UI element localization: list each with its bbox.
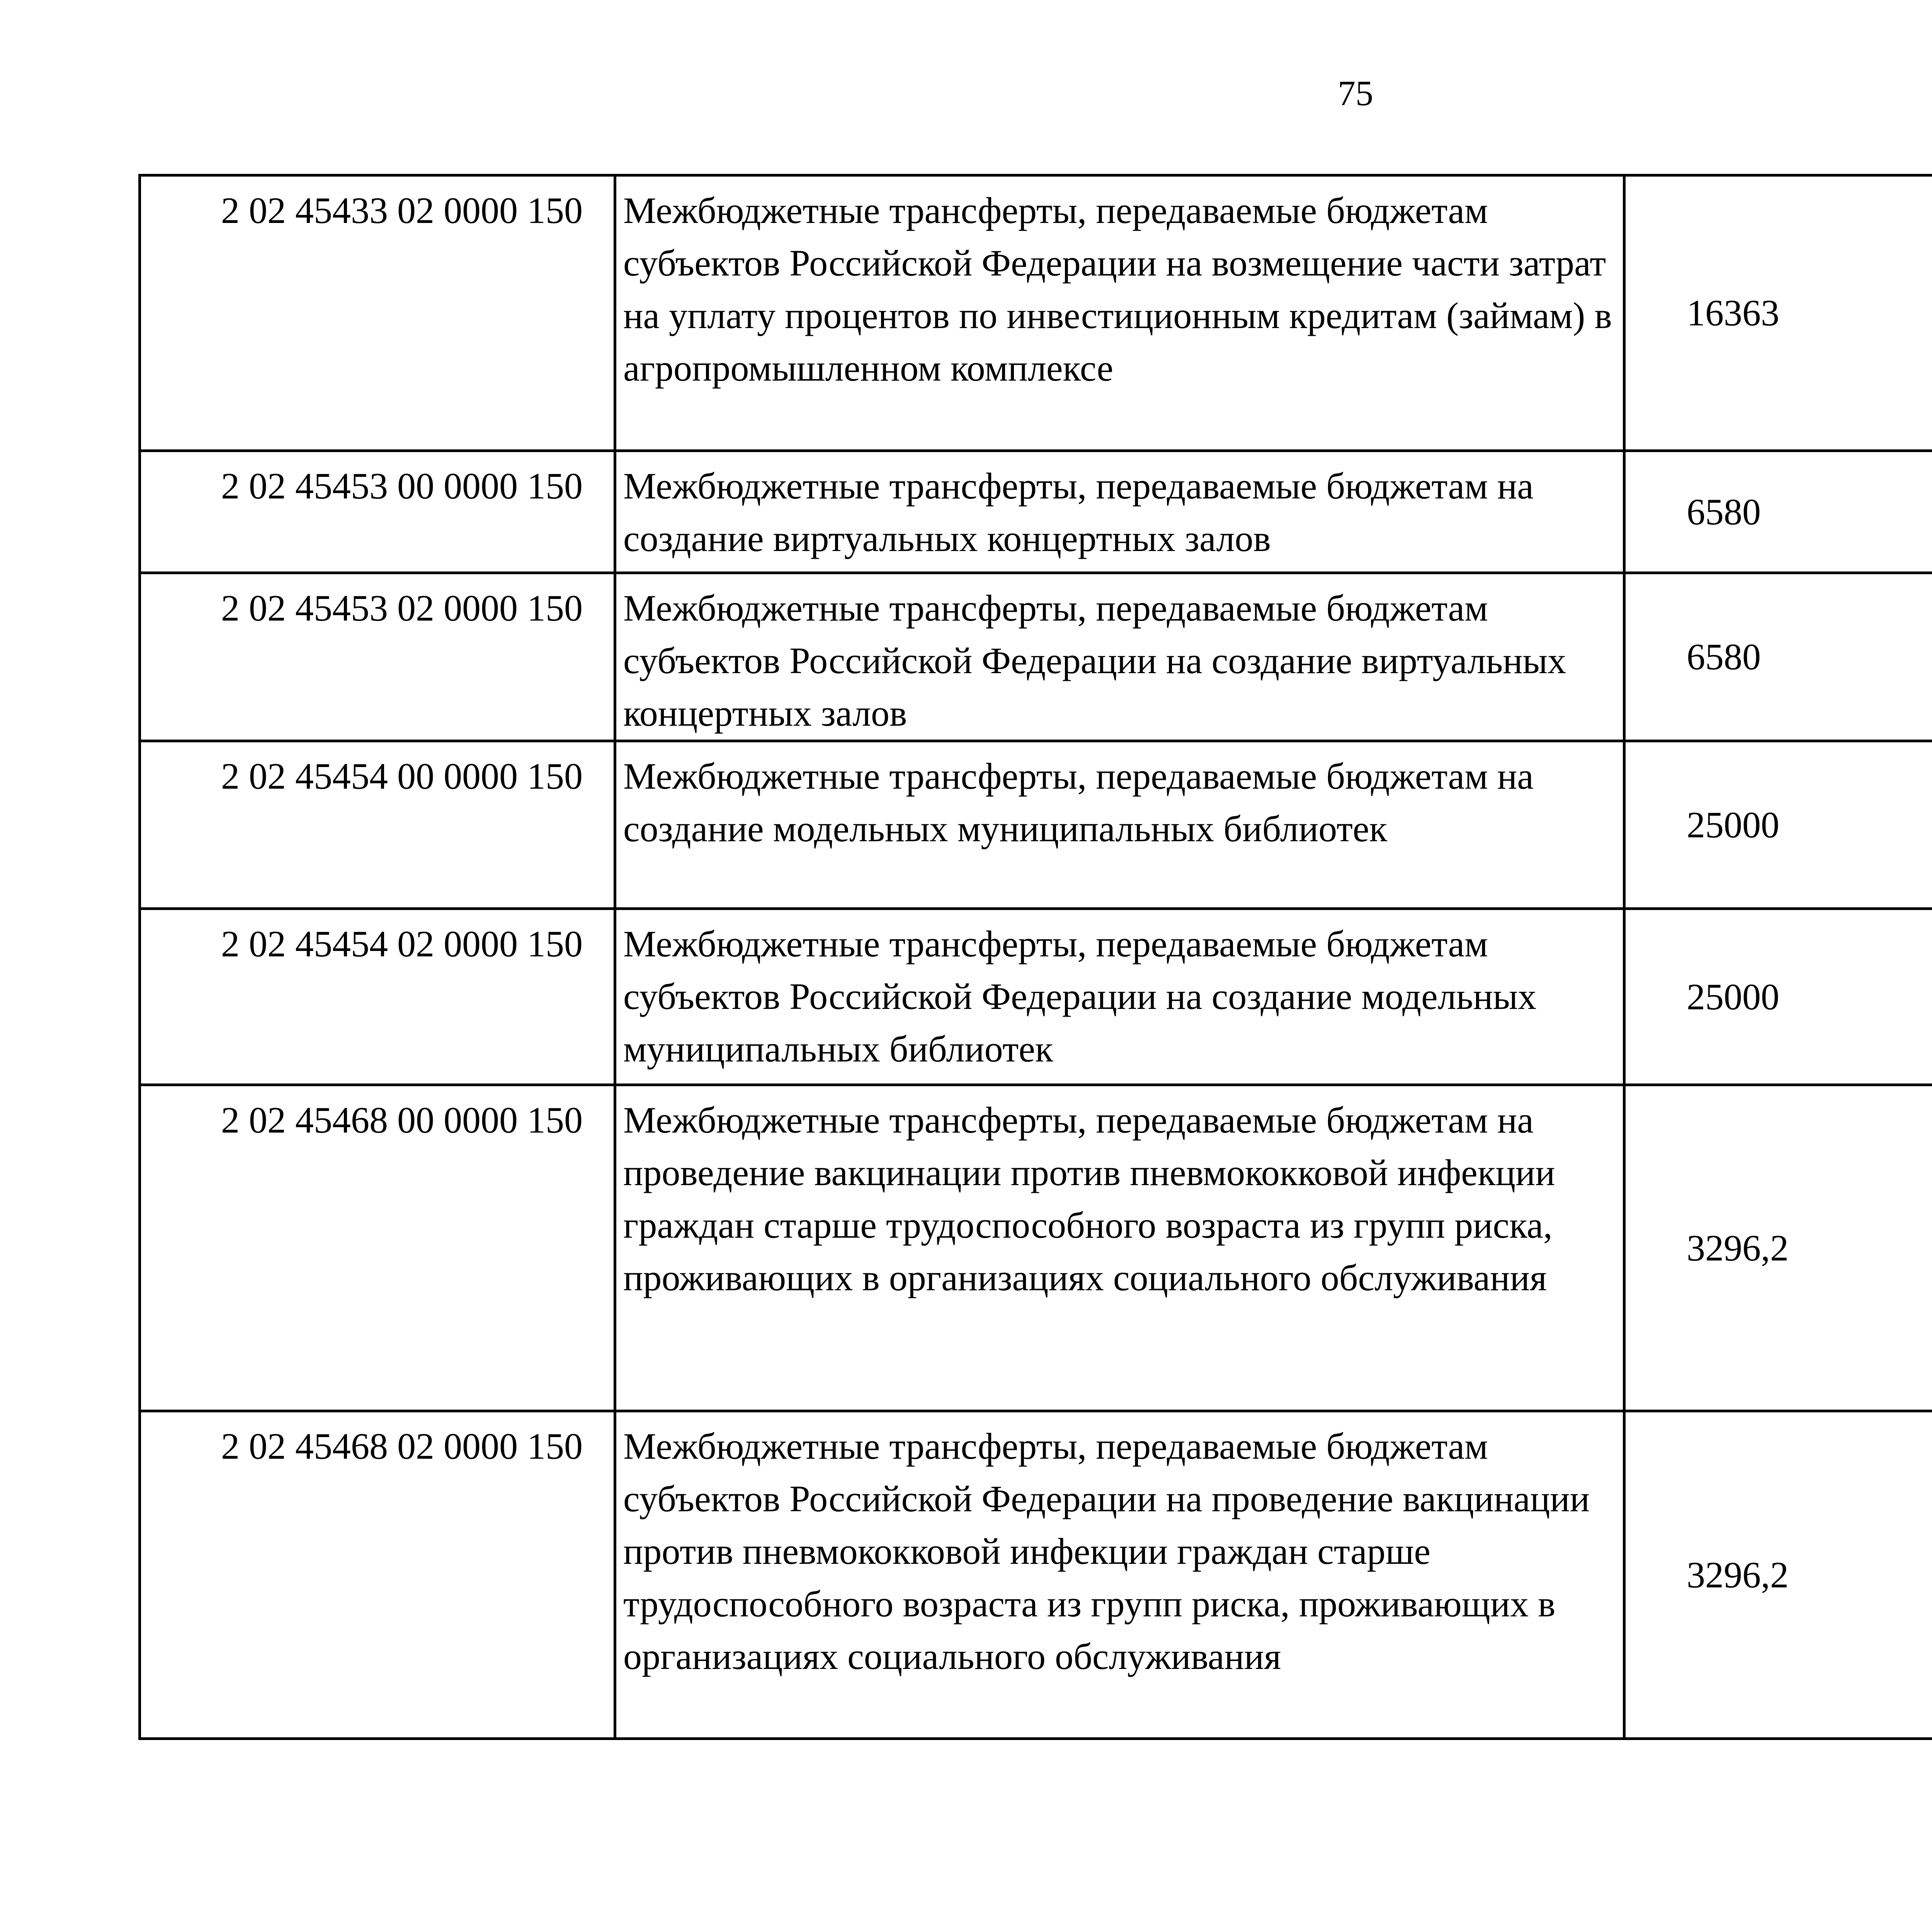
table-row [140, 909, 1932, 1085]
table-row [140, 1085, 1932, 1411]
item-name-cell [615, 451, 1624, 573]
budget-code-cell: 2 02 45454 02 0000 150 [140, 909, 615, 1085]
table-row [140, 175, 1932, 451]
item-name-cell [615, 1085, 1624, 1411]
amount-cell-1: 3296,2 [1624, 1411, 1932, 1739]
table-row [140, 1411, 1932, 1739]
amount-cell-1: 16363 [1624, 175, 1932, 451]
amount-cell-1: 3296,2 [1624, 1085, 1932, 1411]
item-name-text: Межбюджетные трансферты, передаваемые бюджетам на создание модельных муниципальных библиотек [623, 755, 1534, 849]
item-name-text: Межбюджетные трансферты, передаваемые бюджетам субъектов Российской Федерации на проведение вакцинации против пневмококковой инфекции граждан старше трудоспособного возраста из групп риска, проживающих в организациях социального обслуживания [623, 1425, 1590, 1677]
budget-code-cell: 2 02 45433 02 0000 150 [140, 175, 615, 451]
item-name-cell [615, 741, 1624, 909]
amount-cell-1: 25000 [1624, 909, 1932, 1085]
item-name-text: Межбюджетные трансферты, передаваемые бюджетам на проведение вакцинации против пневмококковой инфекции граждан старше трудоспособного возраста из групп риска, проживающих в организациях социального обслуживания [623, 1099, 1555, 1298]
item-name-cell [615, 909, 1624, 1085]
item-name-text: Межбюджетные трансферты, передаваемые бюджетам субъектов Российской Федерации на создание модельных муниципальных библиотек [623, 923, 1537, 1070]
budget-code-cell: 2 02 45468 00 0000 150 [140, 1085, 615, 1411]
table-row [140, 451, 1932, 573]
item-name-cell [615, 1411, 1624, 1739]
budget-code-cell: 2 02 45453 02 0000 150 [140, 573, 615, 741]
budget-code-cell: 2 02 45453 00 0000 150 [140, 451, 615, 573]
item-name-cell [615, 573, 1624, 741]
amount-cell-1: 6580 [1624, 573, 1932, 741]
table-row [140, 741, 1932, 909]
item-name-cell [615, 175, 1624, 451]
page-number: 75 [1338, 73, 1373, 113]
amount-cell-1: 6580 [1624, 451, 1932, 573]
budget-code-cell: 2 02 45454 00 0000 150 [140, 741, 615, 909]
item-name-text: Межбюджетные трансферты, передаваемые бюджетам субъектов Российской Федерации на создание виртуальных концертных залов [623, 587, 1566, 734]
item-name-text: Межбюджетные трансферты, передаваемые бюджетам субъектов Российской Федерации на возмещение части затрат на уплату процентов по инвестиционным кредитам (займам) в агропромышленном комплексе [623, 190, 1612, 389]
item-name-text: Межбюджетные трансферты, передаваемые бюджетам на создание виртуальных концертных залов [623, 465, 1534, 559]
table-row [140, 573, 1932, 741]
budget-code-cell: 2 02 45468 02 0000 150 [140, 1411, 615, 1739]
budget-table [138, 174, 1932, 1740]
amount-cell-1: 25000 [1624, 741, 1932, 909]
